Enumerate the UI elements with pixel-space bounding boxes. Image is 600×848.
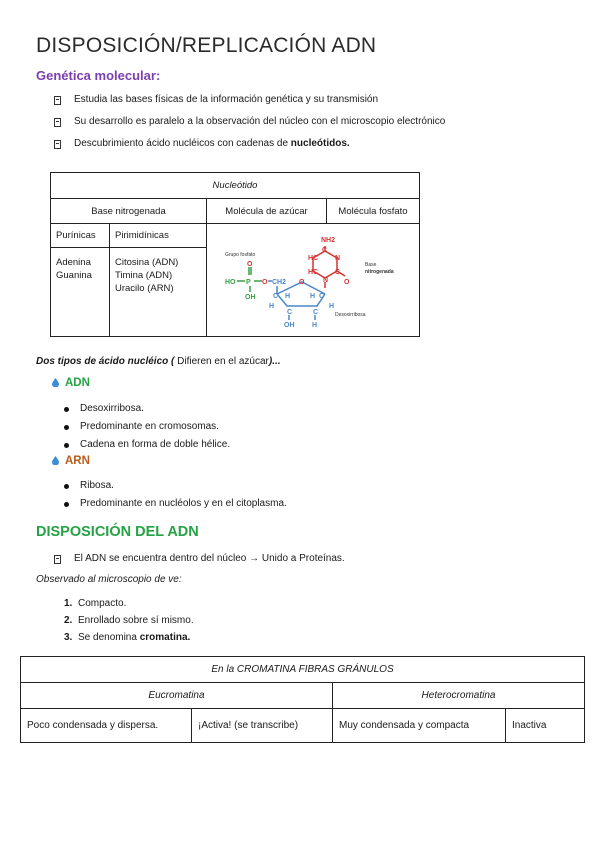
c-label: C: [319, 293, 325, 300]
nucleotide-diagram-cell: [207, 224, 420, 337]
h-label: H: [269, 303, 275, 310]
purinicas-label: Purínicas: [51, 224, 110, 248]
box-bullet-icon: [54, 118, 61, 127]
box-bullet-icon: [54, 140, 61, 149]
dos-tipos-line: Dos tipos de ácido nucléico ( Difieren en el azúcar)...: [36, 356, 281, 367]
oh-sugar-label: OH: [284, 322, 295, 329]
pirimidinicas-label: Pirimidínicas: [110, 224, 207, 248]
disposicion-list: [52, 548, 345, 570]
h-label: H: [310, 293, 316, 300]
nucleotido-table: [50, 172, 420, 337]
box-bullet-icon: [54, 96, 61, 105]
list-item: Estudia las bases físicas de la información genética y su transmisión: [52, 89, 445, 111]
list-item: 2. Enrollado sobre sí mismo.: [64, 615, 194, 626]
section-heading-disposicion: DISPOSICIÓN DEL ADN: [36, 524, 199, 540]
pirimidinicas-cell: Citosina (ADN) Timina (ADN) Uracilo (ARN): [110, 248, 207, 337]
c-label: C: [335, 269, 341, 276]
list-item: 1. Compacto.: [64, 598, 127, 609]
water-drop-icon: [52, 378, 59, 387]
o-link-label: O: [262, 279, 268, 286]
c-label: C: [287, 309, 293, 316]
water-drop-icon: [52, 456, 59, 465]
list-item: El ADN se encuentra dentro del núcleo → Unido a Proteínas.: [52, 548, 345, 570]
list-item: Predominante en cromosomas.: [64, 418, 230, 436]
list-item: Predominante en nucléolos y en el citoplasma.: [64, 495, 287, 513]
n-label: N: [323, 277, 329, 284]
table-cell: ¡Activa! (se transcribe): [192, 709, 333, 743]
table-cell: Poco condensada y dispersa.: [21, 709, 192, 743]
table-cell: Inactiva: [506, 709, 585, 743]
c-label: C: [322, 247, 328, 254]
page-title: DISPOSICIÓN/REPLICACIÓN ADN: [36, 34, 377, 57]
cromatina-table: [20, 656, 585, 743]
h-label: H: [285, 293, 291, 300]
box-bullet-icon: [54, 555, 61, 564]
header-fosfato: Molécula fosfato: [338, 205, 408, 217]
arn-heading: ARN: [52, 455, 90, 467]
table-title: Nucleótido: [51, 173, 420, 199]
o-base-label: O: [344, 279, 350, 286]
o-ring-label: O: [299, 279, 305, 286]
heterocromatina-header: Heterocromatina: [333, 683, 585, 709]
o-top-label: O: [247, 261, 253, 268]
ho-label: HO: [225, 279, 236, 286]
c-label: C: [313, 309, 319, 316]
p-label: P: [246, 279, 251, 286]
list-item: Cadena en forma de doble hélice.: [64, 436, 230, 454]
header-base: Base nitrogenada: [51, 199, 207, 224]
ch2-label: CH2: [272, 279, 287, 286]
hc-label: HC: [308, 255, 319, 262]
arn-list: [64, 477, 287, 513]
genetica-list: [52, 89, 445, 155]
n-label: N: [335, 255, 341, 262]
label-grupo-fosfato: Grupo fosfato: [225, 252, 256, 258]
label-nitrogenada: nitrogenada: [365, 269, 394, 275]
cromatina-title: En la CROMATINA FIBRAS GRÁNULOS: [21, 657, 585, 683]
header-azucar: Molécula de azúcar: [207, 199, 327, 223]
h-label: H: [329, 303, 335, 310]
adn-heading: ADN: [52, 377, 90, 389]
oh-label: OH: [245, 294, 256, 301]
adn-list: [64, 400, 230, 454]
list-item: Desoxirribosa.: [64, 400, 230, 418]
list-item: Ribosa.: [64, 477, 287, 495]
c-label: C: [273, 293, 279, 300]
label-base: Base: [365, 262, 377, 268]
numbered-list: [64, 595, 194, 646]
section-heading-genetica: Genética molecular:: [36, 68, 161, 83]
list-item: Descubrimiento ácido nucléicos con cadenas de nucleótidos.: [52, 133, 445, 155]
list-item: Su desarrollo es paralelo a la observación del núcleo con el microscopio electrónico: [52, 111, 445, 133]
table-cell: Muy condensada y compacta: [333, 709, 506, 743]
nh2-label: NH2: [321, 237, 336, 244]
list-item: 3. Se denomina cromatina.: [64, 632, 191, 643]
nucleotide-diagram: [207, 224, 419, 336]
h-label: H: [312, 322, 318, 329]
eucromatina-header: Eucromatina: [21, 683, 333, 709]
observado-line: Observado al microscopio de ve:: [36, 574, 182, 585]
hc-label: HC: [308, 269, 319, 276]
purinicas-cell: Adenina Guanina: [51, 248, 110, 337]
label-desoxirribosa: Desoxirribosa: [335, 312, 366, 318]
